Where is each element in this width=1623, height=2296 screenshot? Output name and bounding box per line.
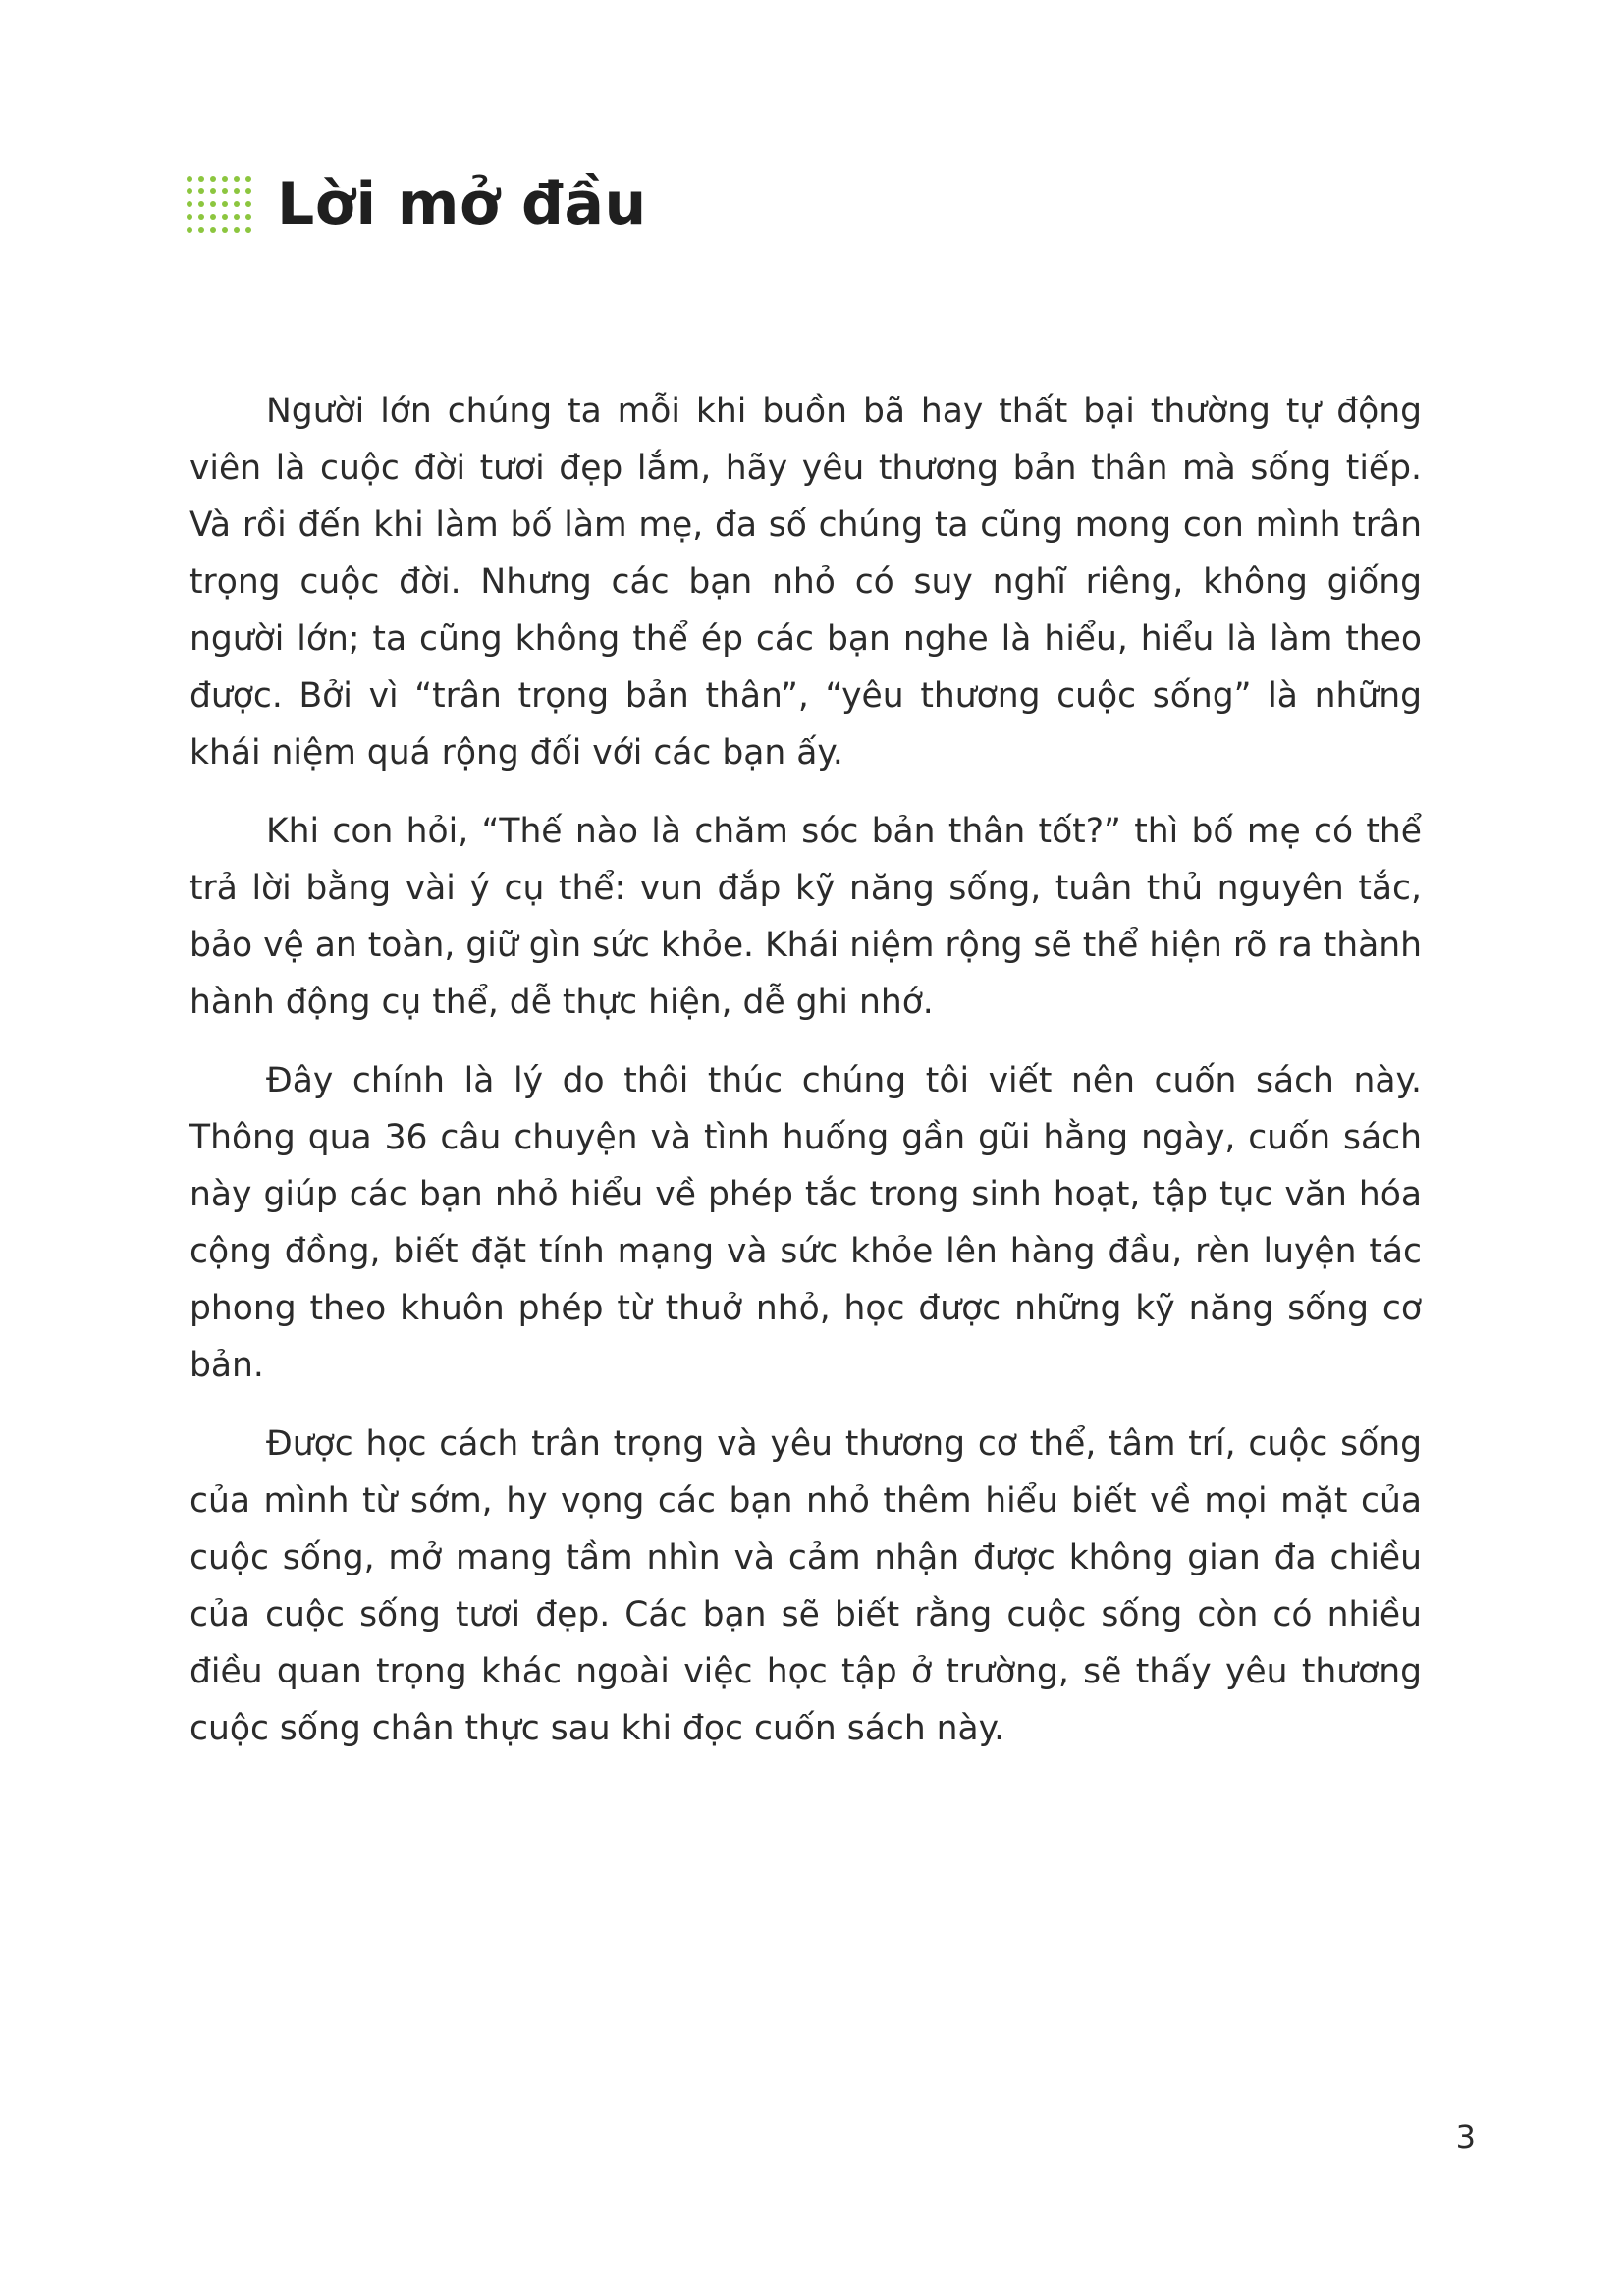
paragraph-1: Người lớn chúng ta mỗi khi buồn bã hay thất bại thường tự động viên là cuộc đời tươi đẹp lắm, hãy yêu thương bản thân mà sống tiếp. Và rồi đến khi làm bố làm mẹ, đa số chúng ta cũng mong con mình trân trọng cuộc đời. Nhưng các bạn nhỏ có suy nghĩ riêng, không giống người lớn; ta cũng không thể ép các bạn nghe là hiểu, hiểu là làm theo được. Bởi vì “trân trọng bản thân”, “yêu thương cuộc sống” là những khái niệm quá rộng đối với các bạn ấy. xyxy=(189,392,1422,773)
paragraph-4: Được học cách trân trọng và yêu thương cơ thể, tâm trí, cuộc sống của mình từ sớm, hy vọng các bạn nhỏ thêm hiểu biết về mọi mặt của cuộc sống, mở mang tầm nhìn và cảm nhận được không gian đa chiều của cuộc sống tươi đẹp. Các bạn sẽ biết rằng cuộc sống còn có nhiều điều quan trọng khác ngoài việc học tập ở trường, sẽ thấy yêu thương cuộc sống chân thực sau khi đọc cuốn sách này. xyxy=(189,1424,1422,1748)
page-heading xyxy=(187,170,647,239)
page-title: Lời mở đầu xyxy=(277,170,647,239)
body-text xyxy=(189,383,1422,1779)
paragraph-3: Đây chính là lý do thôi thúc chúng tôi viết nên cuốn sách này. Thông qua 36 câu chuyện và tình huống gần gũi hằng ngày, cuốn sách này giúp các bạn nhỏ hiểu về phép tắc trong sinh hoạt, tập tục văn hóa cộng đồng, biết đặt tính mạng và sức khỏe lên hàng đầu, rèn luyện tác phong theo khuôn phép từ thuở nhỏ, học được những kỹ năng sống cơ bản. xyxy=(189,1061,1422,1385)
dot-grid-icon xyxy=(187,176,251,233)
paragraph-2: Khi con hỏi, “Thế nào là chăm sóc bản thân tốt?” thì bố mẹ có thể trả lời bằng vài ý cụ thể: vun đắp kỹ năng sống, tuân thủ nguyên tắc, bảo vệ an toàn, giữ gìn sức khỏe. Khái niệm rộng sẽ thể hiện rõ ra thành hành động cụ thể, dễ thực hiện, dễ ghi nhớ. xyxy=(189,812,1422,1022)
page-number: 3 xyxy=(1455,2118,1476,2156)
